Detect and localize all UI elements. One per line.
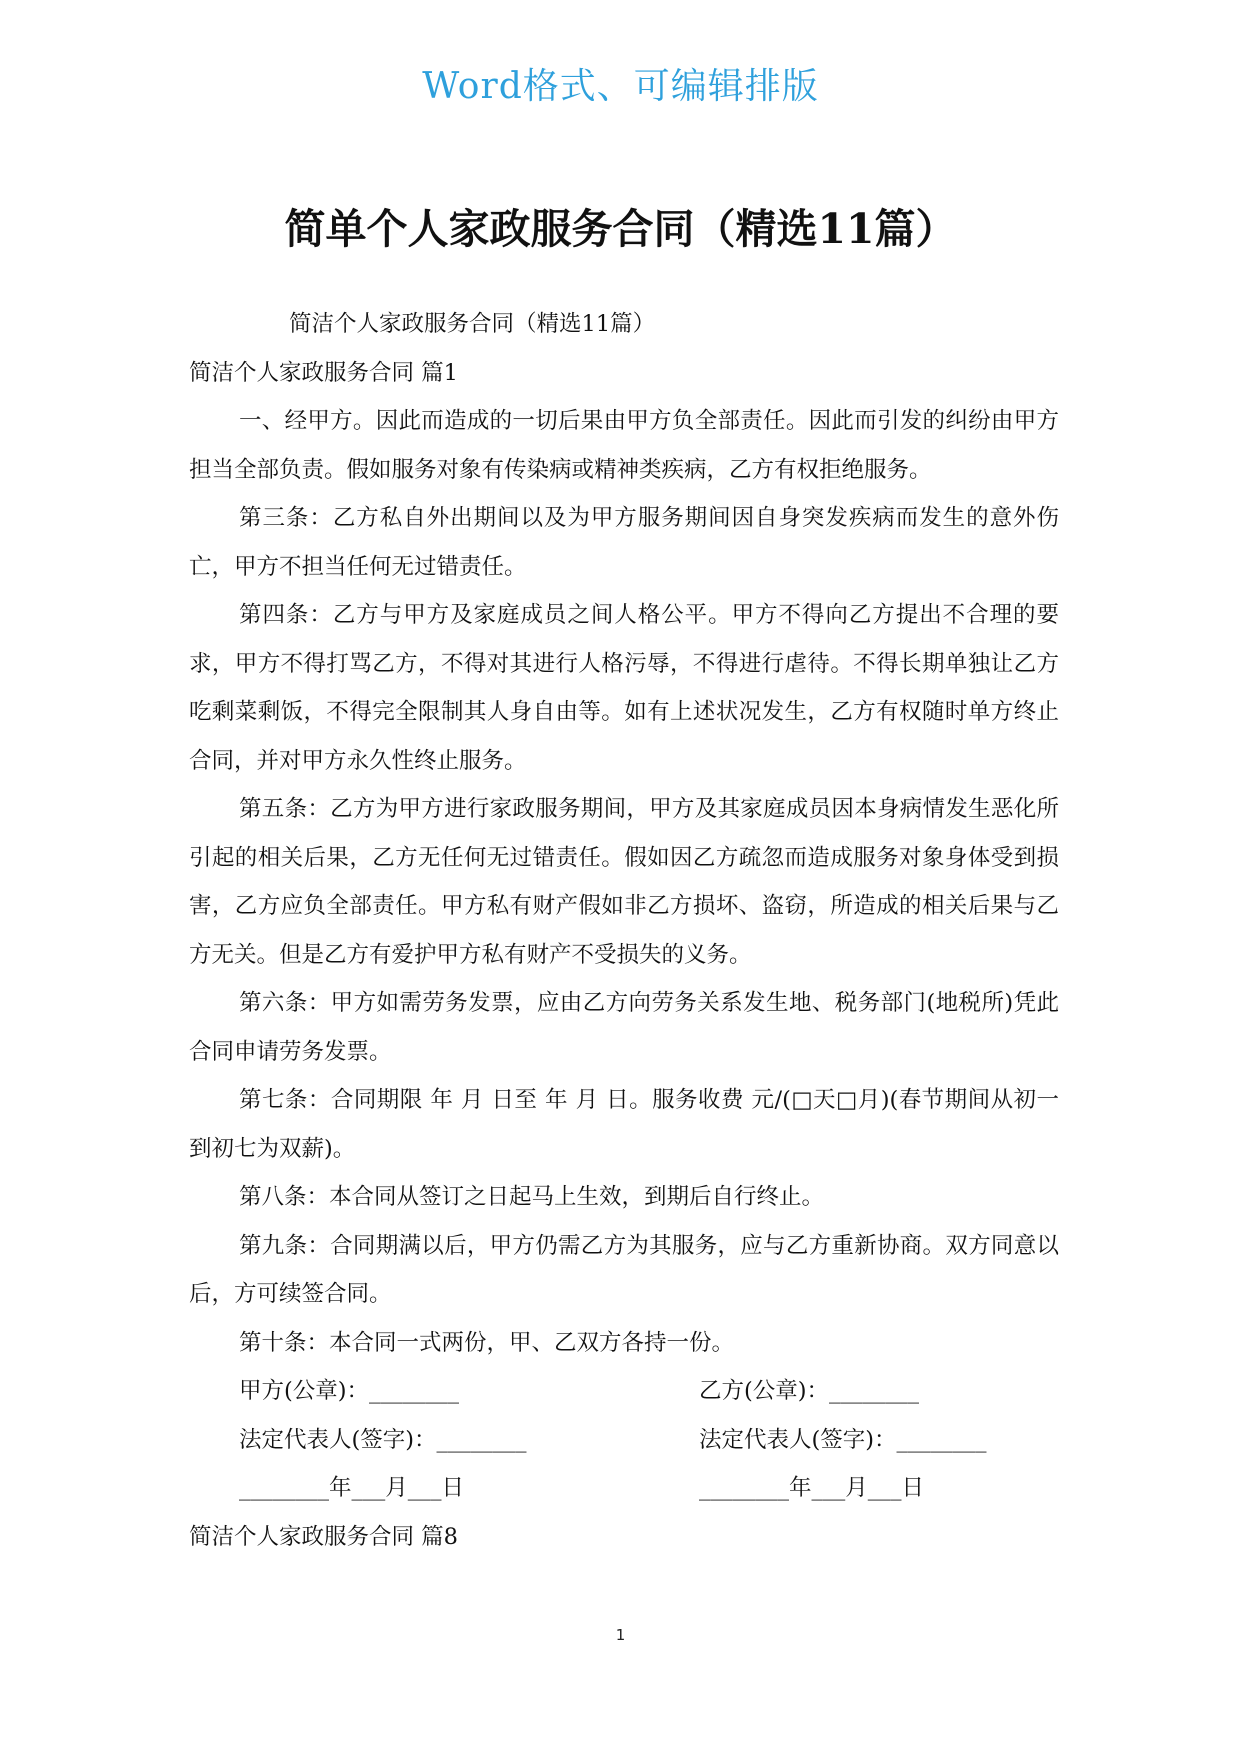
paragraph-article-9: 第九条：合同期满以后，甲方仍需乙方为其服务，应与乙方重新协商。双方同意以后，方可续签合同。 <box>189 1232 1059 1307</box>
paragraph-article-6: 第六条：甲方如需劳务发票，应由乙方向劳务关系发生地、税务部门(地税所)凭此合同申请劳务发票。 <box>189 990 1059 1065</box>
signature-row-date <box>189 1464 1059 1513</box>
section-heading-8: 简洁个人家政服务合同 篇8 <box>189 1523 458 1550</box>
document-body <box>189 300 1059 1561</box>
paragraph-article-10: 第十条：本合同一式两份，甲、乙双方各持一份。 <box>239 1329 735 1356</box>
signature-row-representative <box>189 1416 1059 1465</box>
paragraph-article-4: 第四条：乙方与甲方及家庭成员之间人格公平。甲方不得向乙方提出不合理的要求，甲方不得打骂乙方，不得对其进行人格污辱，不得进行虐待。不得长期单独让乙方吃剩菜剩饭，不得完全限制其人身自由等。如有上述状况发生，乙方有权随时单方终止合同，并对甲方永久性终止服务。 <box>189 602 1059 774</box>
page-number: 1 <box>615 1626 626 1644</box>
paragraph-article-3: 第三条：乙方私自外出期间以及为甲方服务期间因自身突发疾病而发生的意外伤亡，甲方不担当任何无过错责任。 <box>189 505 1059 580</box>
party-a-representative-line: 法定代表人(签字)：________ <box>239 1426 527 1453</box>
document-subtitle: 简洁个人家政服务合同（精选11篇） <box>289 311 656 337</box>
paragraph-intro: 一、经甲方。因此而造成的一切后果由甲方负全部责任。因此而引发的纠纷由甲方担当全部负责。假如服务对象有传染病或精神类疾病，乙方有权拒绝服务。 <box>189 408 1059 483</box>
party-a-seal-line: 甲方(公章)：________ <box>239 1378 460 1404</box>
party-b-representative-line: 法定代表人(签字)：________ <box>699 1426 987 1453</box>
section-heading-1: 简洁个人家政服务合同 篇1 <box>189 359 458 386</box>
paragraph-article-5: 第五条：乙方为甲方进行家政服务期间，甲方及其家庭成员因本身病情发生恶化所引起的相关后果，乙方无任何无过错责任。假如因乙方疏忽而造成服务对象身体受到损害，乙方应负全部责任。甲方私有财产假如非乙方损坏、盗窃，所造成的相关后果与乙方无关。但是乙方有爱护甲方私有财产不受损失的义务。 <box>189 796 1059 968</box>
paragraph-article-8: 第八条：本合同从签订之日起马上生效，到期后自行终止。 <box>239 1184 825 1210</box>
paragraph-article-7: 第七条：合同期限 年 月 日至 年 月 日。服务收费 元/(□天□月)(春节期间从初一到初七为双薪)。 <box>189 1087 1059 1162</box>
document-title: 简单个人家政服务合同（精选11篇） <box>284 205 957 253</box>
party-b-seal-line: 乙方(公章)：________ <box>699 1378 920 1404</box>
signature-row-seal <box>189 1367 1059 1416</box>
header-banner: Word格式、可编辑排版 <box>422 66 819 107</box>
party-b-date-line: ________年___月___日 <box>699 1475 925 1501</box>
party-a-date-line: ________年___月___日 <box>239 1475 465 1501</box>
